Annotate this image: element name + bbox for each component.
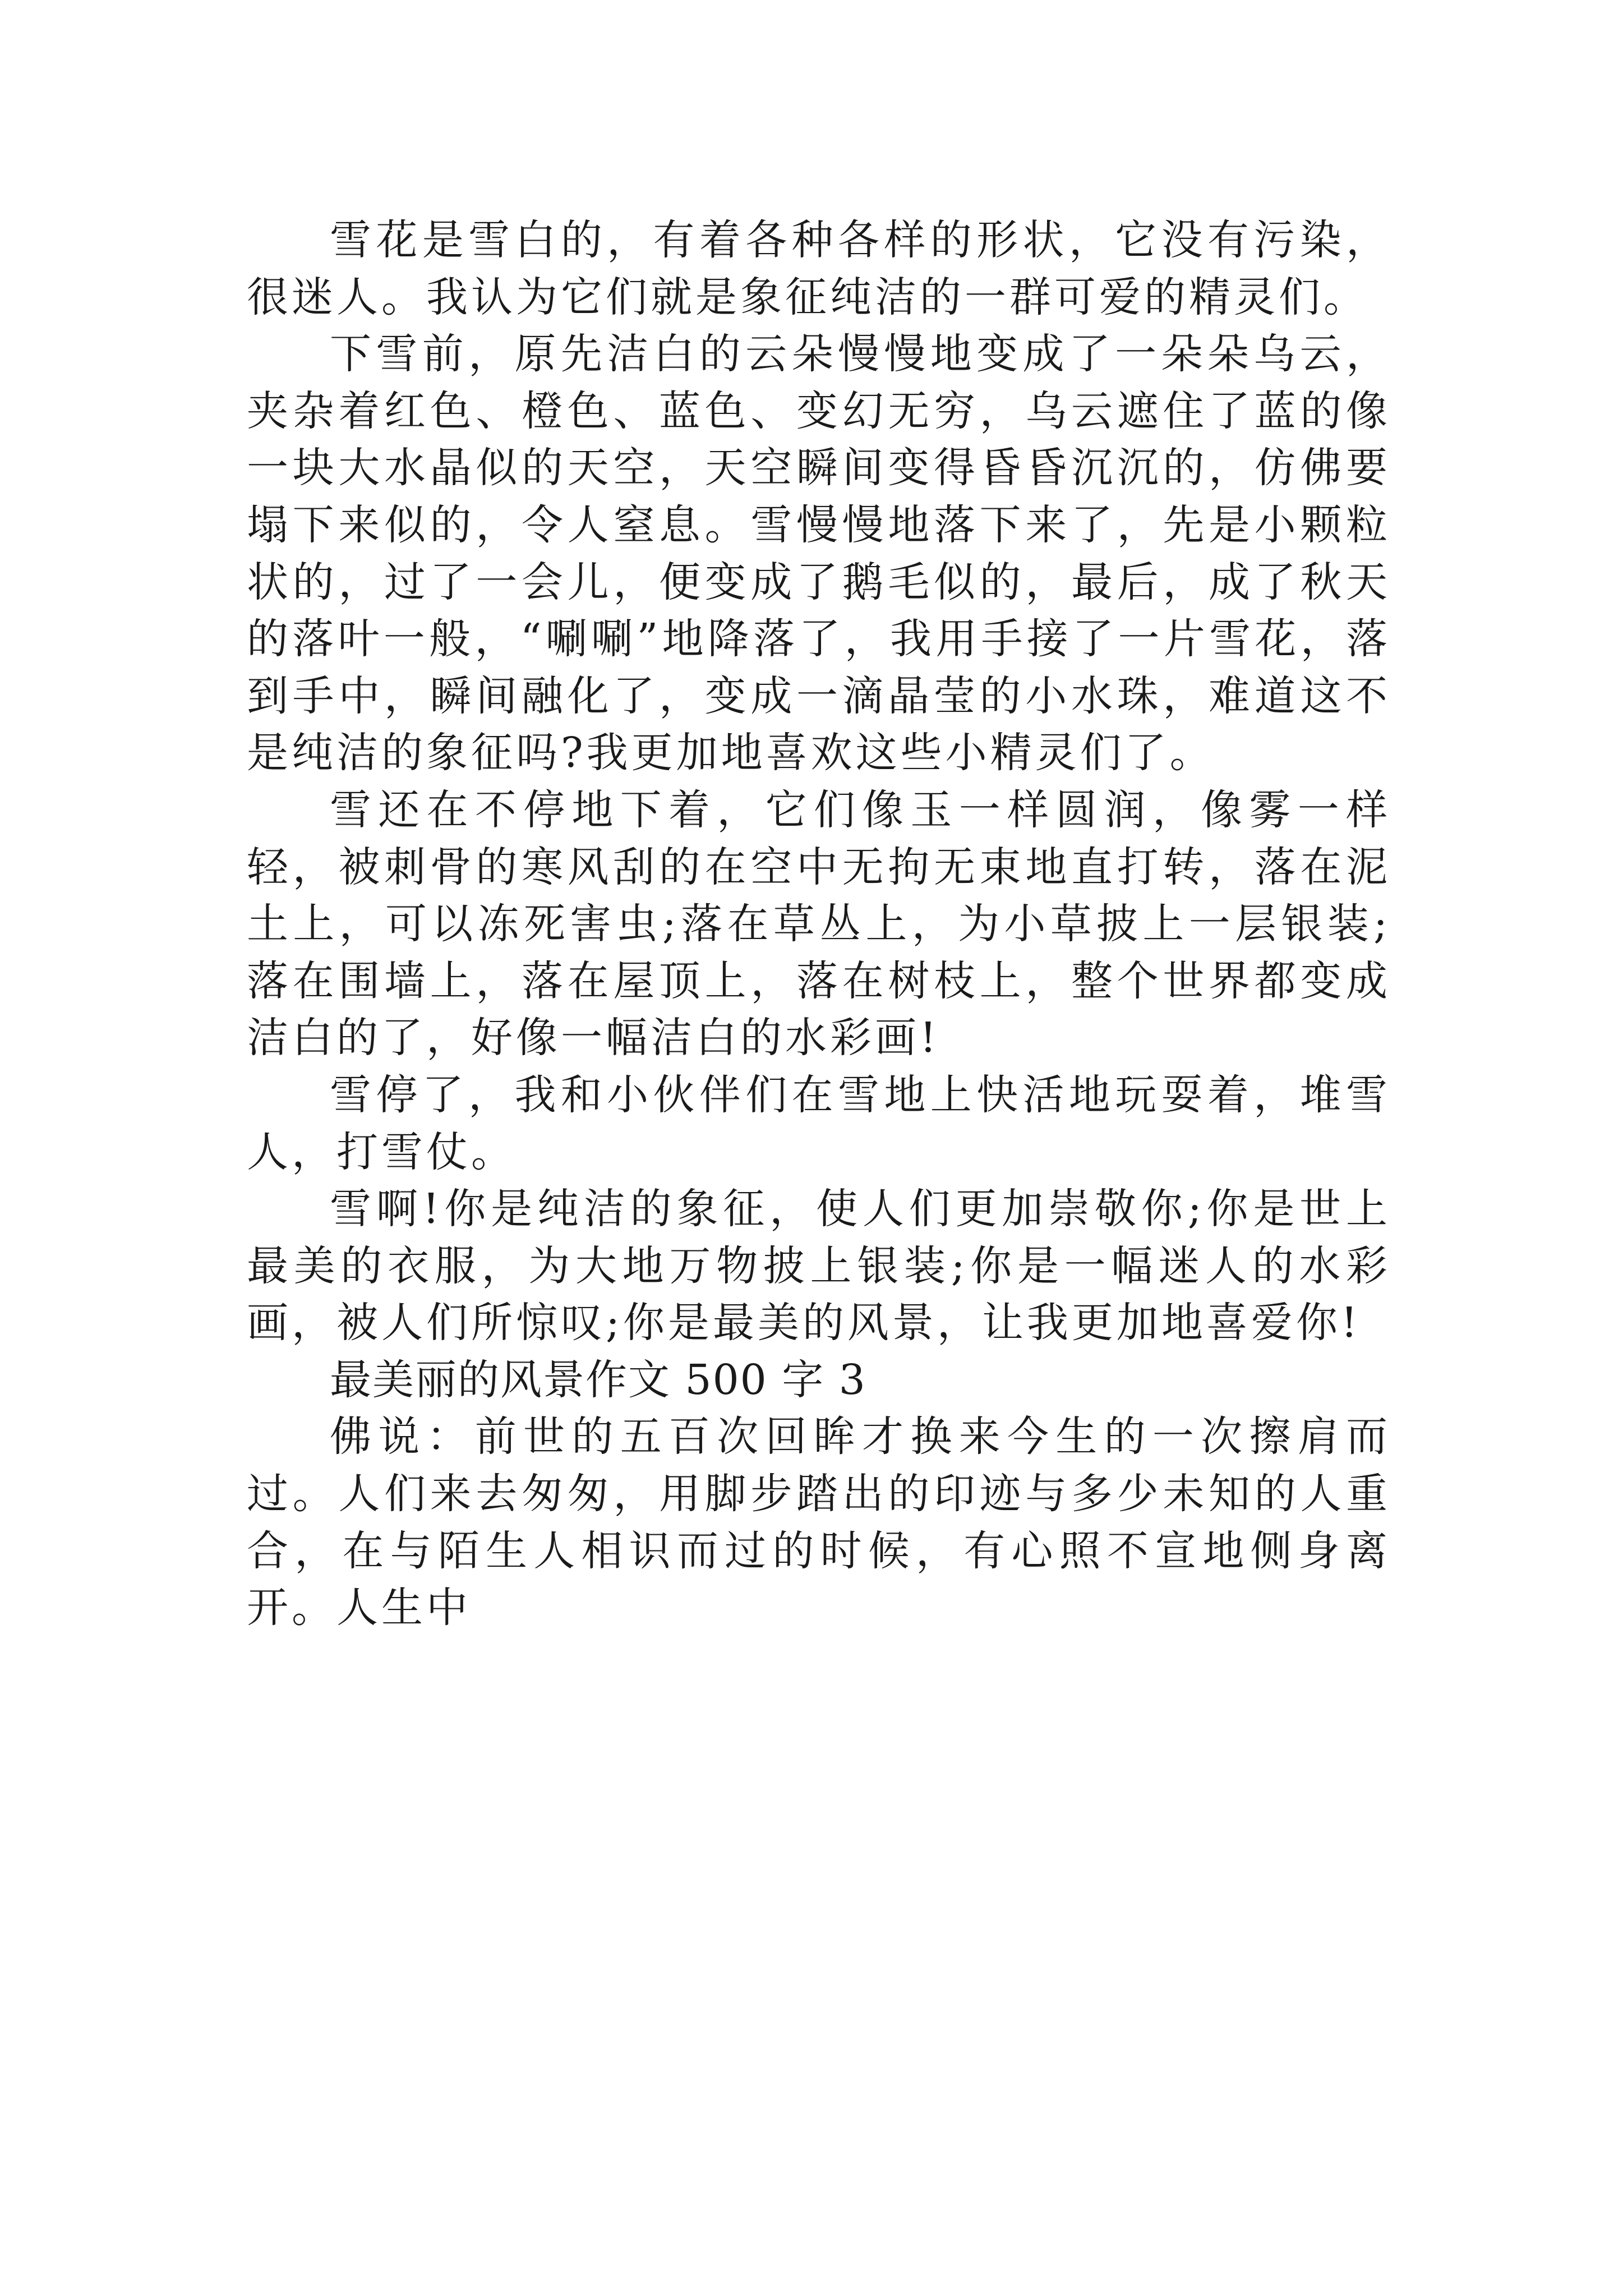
paragraph-still-snowing: 雪还在不停地下着，它们像玉一样圆润，像雾一样轻，被刺骨的寒风刮的在空中无拘无束地直打转，落在泥土上，可以冻死害虫;落在草丛上，为小草披上一层银装;落在围墙上，落在屋顶上，落在树枝上，整个世界都变成洁白的了，好像一幅洁白的水彩画!: [247, 785, 1391, 1062]
document-body: [247, 212, 1391, 1637]
paragraph-snowflake-description: 雪花是雪白的，有着各种各样的形状，它没有污染，很迷人。我认为它们就是象征纯洁的一群可爱的精灵们。: [247, 216, 1391, 321]
paragraph-buddha-says: 佛说：前世的五百次回眸才换来今生的一次擦肩而过。人们来去匆匆，用脚步踏出的印迹与多少未知的人重合，在与陌生人相识而过的时候，有心照不宣地侧身离开。人生中: [247, 1412, 1391, 1632]
section-heading: 最美丽的风景作文 500 字 3: [330, 1355, 866, 1404]
paragraph-snow-stopped: 雪停了，我和小伙伴们在雪地上快活地玩耍着，堆雪人，打雪仗。: [247, 1070, 1391, 1176]
paragraph-ode-to-snow: 雪啊!你是纯洁的象征，使人们更加崇敬你;你是世上最美的衣服，为大地万物披上银装;你是一幅迷人的水彩画，被人们所惊叹;你是最美的风景，让我更加地喜爱你!: [247, 1185, 1391, 1347]
paragraph-before-snow: 下雪前，原先洁白的云朵慢慢地变成了一朵朵乌云，夹杂着红色、橙色、蓝色、变幻无穷，乌云遮住了蓝的像一块大水晶似的天空，天空瞬间变得昏昏沉沉的，仿佛要塌下来似的，令人窒息。雪慢慢地落下来了，先是小颗粒状的，过了一会儿，便变成了鹅毛似的，最后，成了秋天的落叶一般，“唰唰”地降落了，我用手接了一片雪花，落到手中，瞬间融化了，变成一滴晶莹的小水珠，难道这不是纯洁的象征吗?我更加地喜欢这些小精灵们了。: [247, 330, 1391, 777]
